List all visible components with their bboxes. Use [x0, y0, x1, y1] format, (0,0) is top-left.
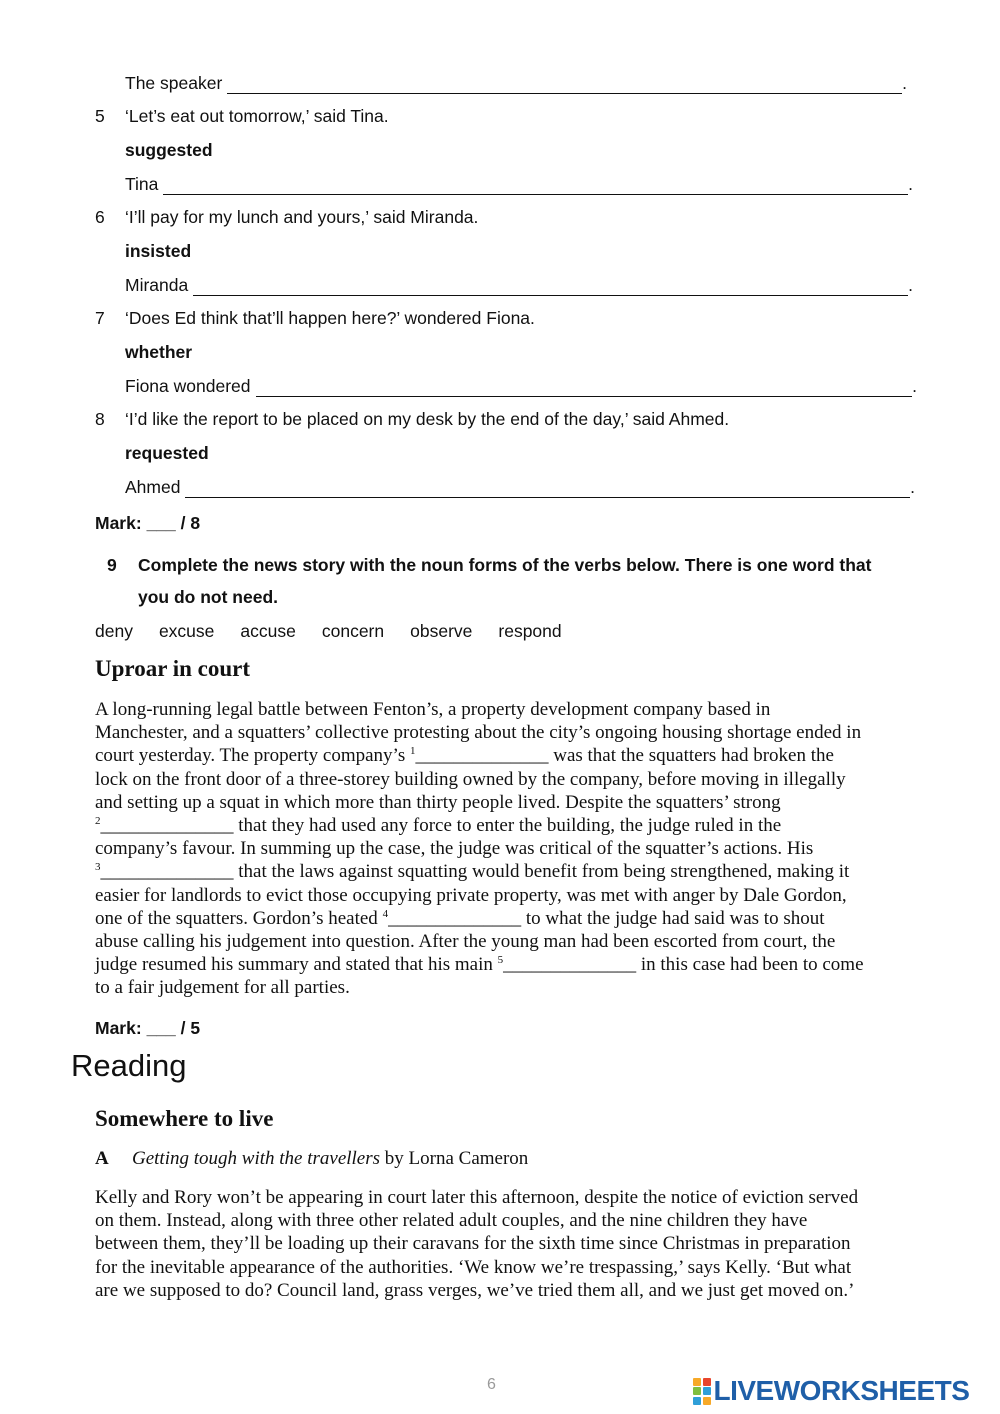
item-number: 8 — [95, 409, 105, 429]
word-option: respond — [498, 621, 562, 641]
gap-number: 5 — [497, 954, 504, 967]
page-number: 6 — [487, 1376, 496, 1393]
mark-total: / 5 — [180, 1018, 201, 1038]
answer-prefix: Fiona wondered — [125, 376, 251, 396]
gap-1[interactable]: ______________ — [415, 745, 549, 767]
answer-line-5[interactable] — [125, 173, 913, 195]
story-line: easier for landlords to evict those occupying private property, was met with anger by Dale Gordon, — [95, 884, 847, 906]
story-line: abuse calling his judgement into question. After the young man had been escorted from court, the — [95, 931, 836, 953]
reading-subtitle: Somewhere to live — [95, 1106, 274, 1131]
period: . — [908, 174, 913, 194]
exercise-number: 9 — [107, 555, 117, 575]
word-option: observe — [410, 621, 473, 641]
item-5-sentence — [95, 105, 389, 127]
item-6-sentence — [95, 206, 478, 228]
answer-prefix: The speaker — [125, 73, 223, 93]
word-box — [95, 620, 588, 642]
mark-score-2 — [95, 1017, 200, 1039]
story-line: one of the squatters. Gordon’s heated $^4$______________ to what the judge had said was to shout — [95, 907, 825, 929]
gap-number: 2 — [95, 815, 101, 828]
gap-number: 3 — [95, 861, 101, 874]
paragraph-line: between them, they’ll be loading up their caravans for the sixth time since Christmas in preparation — [95, 1233, 851, 1255]
mark-score-1 — [95, 512, 200, 534]
mark-total: / 8 — [180, 513, 201, 533]
instruction-line-2: you do not need. — [138, 587, 278, 607]
word-option: excuse — [158, 621, 215, 641]
byline: by Lorna Cameron — [384, 1148, 529, 1169]
gap-number: 4 — [382, 907, 389, 920]
period: . — [910, 477, 915, 497]
item-sentence: ‘I’ll pay for my lunch and yours,’ said Miranda. — [125, 207, 479, 227]
item-sentence: ‘Let’s eat out tomorrow,’ said Tina. — [125, 106, 389, 126]
answer-prefix: Ahmed — [125, 477, 181, 497]
story-line: company’s favour. In summing up the case, the judge was critical of the squatter’s actions. His — [95, 838, 814, 860]
story-line: A long-running legal battle between Fenton’s, a property development company based in — [95, 699, 771, 720]
story-line: to a fair judgement for all parties. — [95, 977, 350, 999]
mark-label: Mark: — [95, 1018, 142, 1038]
item-number: 6 — [95, 207, 105, 227]
reading-heading: Reading — [71, 1048, 187, 1083]
logo-text: LIVEWORKSHEETS — [713, 1375, 970, 1406]
item-6-keyword: insisted — [125, 241, 192, 261]
article-title-line — [95, 1148, 528, 1170]
period: . — [912, 376, 917, 396]
story-line: $^2$______________ that they had used any force to enter the building, the judge ruled in the — [95, 815, 782, 837]
gap-3[interactable]: ______________ — [100, 861, 234, 883]
logo-tiles-icon — [693, 1378, 711, 1405]
mark-label: Mark: — [95, 513, 142, 533]
section-letter: A — [95, 1148, 109, 1169]
item-8-keyword: requested — [125, 443, 209, 463]
article-paragraph — [95, 1186, 915, 1302]
gap-2[interactable]: ______________ — [100, 815, 234, 837]
paragraph-line: are we supposed to do? Council land, grass verges, we’ve tried them all, and we just get moved on.’ — [95, 1279, 855, 1301]
item-5-keyword: suggested — [125, 140, 213, 160]
item-number: 5 — [95, 106, 105, 126]
story-line: Manchester, and a squatters’ collective protesting about the city’s ongoing housing shortage ended in — [95, 722, 862, 744]
exercise-9-instruction — [107, 549, 927, 613]
story-line: judge resumed his summary and stated that his main $^5$______________ in this case had been to come — [95, 954, 864, 976]
paragraph-line: Kelly and Rory won’t be appearing in court later this afternoon, despite the notice of eviction served — [95, 1187, 859, 1208]
gap-4[interactable]: ______________ — [388, 907, 522, 929]
paragraph-line: for the inevitable appearance of the authorities. ‘We know we’re trespassing,’ says Kelly. ‘But what — [95, 1256, 852, 1278]
mark-blank[interactable]: ___ — [146, 1018, 176, 1038]
item-7-sentence — [95, 307, 535, 329]
word-option: deny — [95, 621, 133, 641]
item-number: 7 — [95, 308, 105, 328]
liveworksheets-logo[interactable] — [693, 1375, 969, 1407]
answer-blank[interactable] — [185, 482, 910, 498]
item-7-keyword: whether — [125, 342, 193, 362]
word-option: concern — [321, 621, 385, 641]
story-line: lock on the front door of a three-storey building owned by the company, before moving in illegally — [95, 768, 846, 790]
period: . — [902, 73, 907, 93]
answer-blank[interactable] — [256, 381, 913, 397]
word-option: accuse — [240, 621, 296, 641]
answer-blank[interactable] — [163, 179, 908, 195]
answer-prefix: Miranda — [125, 275, 189, 295]
answer-blank[interactable] — [193, 280, 908, 296]
answer-line-6[interactable] — [125, 274, 913, 296]
story-line: $^3$______________ that the laws against squatting would benefit from being strengthened, making it — [95, 861, 850, 883]
answer-prefix: Tina — [125, 174, 159, 194]
instruction-line-1: Complete the news story with the noun forms of the verbs below. There is one word that — [138, 555, 872, 575]
gap-number: 1 — [409, 745, 416, 758]
answer-line-7[interactable] — [125, 375, 917, 397]
answer-line-8[interactable] — [125, 476, 915, 498]
news-story — [95, 698, 915, 1000]
article-title: Getting tough with the travellers — [132, 1148, 381, 1169]
mark-blank[interactable]: ___ — [146, 513, 176, 533]
period: . — [908, 275, 913, 295]
answer-line-4[interactable] — [125, 72, 907, 94]
story-line: court yesterday. The property company’s $^1$______________ was that the squatters had broken the — [95, 745, 834, 767]
item-8-sentence — [95, 408, 729, 430]
item-sentence: ‘Does Ed think that’ll happen here?’ wondered Fiona. — [125, 308, 535, 328]
gap-5[interactable]: ______________ — [503, 954, 637, 976]
paragraph-line: on them. Instead, along with three other related adult couples, and the nine children they have — [95, 1210, 808, 1232]
story-title: Uproar in court — [95, 656, 251, 681]
answer-blank[interactable] — [227, 78, 902, 94]
item-sentence: ‘I’d like the report to be placed on my desk by the end of the day,’ said Ahmed. — [125, 409, 730, 429]
story-line: and setting up a squat in which more than thirty people lived. Despite the squatters’ strong — [95, 791, 781, 813]
